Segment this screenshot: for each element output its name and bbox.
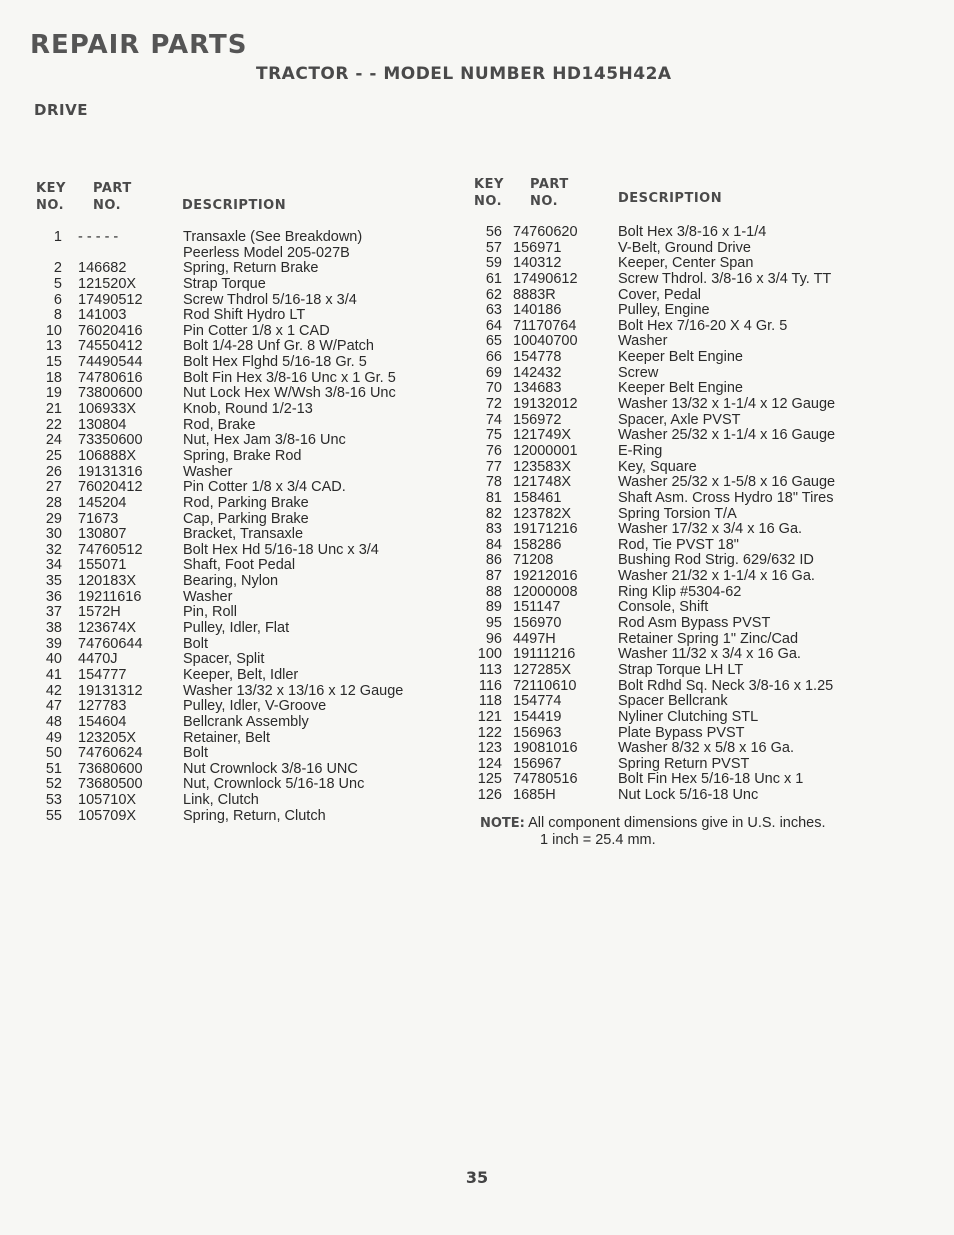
- part-number: - - - - -: [78, 229, 119, 245]
- parts-row: [0, 319, 954, 335]
- right-description-header: DESCRIPTION: [618, 191, 723, 206]
- parts-row: [0, 334, 954, 350]
- key-number: 78: [485, 474, 502, 491]
- part-number: 4470J: [78, 651, 118, 668]
- key-number: 75: [485, 427, 502, 444]
- part-description: Nyliner Clutching STL: [618, 708, 759, 725]
- part-description: V-Belt, Ground Drive: [618, 239, 751, 256]
- part-number: 74760644: [78, 635, 143, 652]
- section-heading: DRIVE: [34, 101, 88, 119]
- parts-row: [0, 741, 954, 757]
- part-description: Rod Asm Bypass PVST: [618, 615, 771, 632]
- part-description: Transaxle (See Breakdown): [183, 229, 363, 245]
- parts-row: [0, 522, 954, 538]
- key-number: 34: [45, 557, 62, 574]
- part-description: Bushing Rod Strig. 629/632 ID: [618, 552, 814, 569]
- parts-row: [0, 288, 954, 304]
- part-description: Plate Bypass PVST: [618, 724, 745, 741]
- key-number: 83: [485, 521, 502, 538]
- part-number: 154604: [78, 713, 127, 730]
- part-description: Pulley, Idler, V-Groove: [183, 698, 327, 715]
- dimensions-note: [480, 815, 900, 848]
- part-header-line1: PART: [530, 177, 569, 192]
- part-description: Pin Cotter 1/8 x 1 CAD: [183, 322, 330, 339]
- key-number: 15: [45, 354, 62, 371]
- part-description: Spring Torsion T/A: [618, 505, 737, 522]
- part-number: 74780616: [78, 369, 143, 386]
- key-number: 50: [45, 745, 62, 762]
- part-description: Knob, Round 1/2-13: [183, 401, 313, 418]
- key-number: 87: [485, 568, 502, 585]
- part-number: 71208: [513, 552, 554, 569]
- part-number: 156967: [513, 755, 562, 772]
- parts-row: [0, 475, 954, 491]
- part-number: 12000001: [513, 442, 578, 459]
- key-number: 57: [485, 239, 502, 256]
- part-number: 146682: [78, 260, 127, 277]
- part-description: Retainer, Belt: [183, 729, 271, 746]
- key-number: 100: [477, 646, 502, 663]
- part-number: 71673: [78, 510, 119, 527]
- part-description: Bolt 1/4-28 Unf Gr. 8 W/Patch: [183, 338, 374, 355]
- key-number: 18: [45, 369, 62, 386]
- part-number: 74760624: [78, 745, 143, 762]
- key-number: 25: [45, 447, 62, 464]
- key-number: 19: [45, 385, 62, 402]
- key-number: 59: [485, 255, 502, 272]
- part-number: 4497H: [513, 630, 556, 647]
- key-number: 126: [477, 787, 502, 804]
- part-description: Washer 25/32 x 1-1/4 x 16 Gauge: [618, 427, 836, 444]
- part-description: Washer 11/32 x 3/4 x 16 Ga.: [618, 646, 801, 663]
- key-number: 81: [485, 489, 502, 506]
- part-number: 1685H: [513, 787, 556, 804]
- part-number: 121748X: [513, 474, 572, 491]
- parts-row: [0, 538, 954, 554]
- part-description: Bolt Fin Hex 5/16-18 Unc x 1: [618, 771, 804, 788]
- part-description: Rod, Brake: [183, 416, 256, 433]
- key-number: 8: [53, 307, 62, 324]
- parts-row: [0, 600, 954, 616]
- parts-row: [0, 679, 954, 695]
- right-parts-list: [0, 225, 954, 804]
- key-number: 96: [485, 630, 502, 647]
- key-number: 37: [45, 604, 62, 621]
- parts-row: [0, 350, 954, 366]
- key-number: 86: [485, 552, 502, 569]
- left-key-no-header: [36, 180, 66, 214]
- key-number: 48: [45, 713, 62, 730]
- part-number: 76020412: [78, 479, 143, 496]
- part-description: E-Ring: [618, 442, 663, 459]
- part-number: 154774: [513, 693, 562, 710]
- key-number: 55: [45, 807, 62, 824]
- part-number: 130807: [78, 526, 127, 543]
- key-number: 66: [485, 349, 502, 366]
- part-number: 105710X: [78, 792, 137, 809]
- note-line1: All component dimensions give in U.S. inches.: [528, 815, 826, 831]
- key-number: 84: [485, 536, 502, 553]
- part-description: Washer: [183, 463, 233, 480]
- part-description: Spacer Bellcrank: [618, 693, 728, 710]
- part-description: Shaft Asm. Cross Hydro 18" Tires: [618, 489, 834, 506]
- key-number: 95: [485, 615, 502, 632]
- parts-row: [0, 694, 954, 710]
- part-number: 19131312: [78, 682, 143, 699]
- part-number: 19132012: [513, 396, 578, 413]
- parts-row: [0, 491, 954, 507]
- part-description: Nut Lock Hex W/Wsh 3/8-16 Unc: [183, 385, 396, 402]
- part-number: 19131316: [78, 463, 143, 480]
- part-description: Bolt: [183, 745, 208, 762]
- key-number: 56: [485, 224, 502, 240]
- part-description: Keeper Belt Engine: [618, 380, 743, 397]
- parts-row: [0, 397, 954, 413]
- part-description: Bolt Hex 7/16-20 X 4 Gr. 5: [618, 317, 788, 334]
- parts-row: [0, 632, 954, 648]
- note-line2: 1 inch = 25.4 mm.: [540, 832, 656, 848]
- part-description: Screw Thdrol. 3/8-16 x 3/4 Ty. TT: [618, 270, 832, 287]
- key-number: 64: [485, 317, 502, 334]
- part-number: 158461: [513, 489, 562, 506]
- part-number: 105709X: [78, 807, 137, 824]
- key-number: 118: [478, 693, 502, 710]
- key-number: 49: [45, 729, 62, 746]
- parts-row: [0, 241, 954, 257]
- part-description: Spring Return PVST: [618, 755, 750, 772]
- part-number: 142432: [513, 364, 562, 381]
- parts-row: [0, 225, 954, 241]
- part-description: Pulley, Idler, Flat: [183, 620, 290, 637]
- model-subtitle: TRACTOR - - MODEL NUMBER HD145H42A: [256, 64, 672, 84]
- part-description: Spring, Return Brake: [183, 260, 319, 277]
- key-number: 116: [478, 677, 502, 694]
- part-description: Rod, Tie PVST 18": [618, 536, 739, 553]
- part-description: Washer 8/32 x 5/8 x 16 Ga.: [618, 740, 794, 757]
- part-description: Nut Crownlock 3/8-16 UNC: [183, 760, 358, 777]
- right-key-no-header: [474, 176, 504, 210]
- key-header-line1: KEY: [474, 177, 504, 192]
- part-description: Washer 25/32 x 1-5/8 x 16 Gauge: [618, 474, 836, 491]
- part-number: 74490544: [78, 354, 143, 371]
- parts-row: [0, 553, 954, 569]
- key-number: 124: [477, 755, 502, 772]
- part-description: Bolt: [183, 635, 208, 652]
- part-description: Bearing, Nylon: [183, 573, 279, 590]
- part-number: 123583X: [513, 458, 572, 475]
- part-number: 73800600: [78, 385, 143, 402]
- key-number: 40: [45, 651, 62, 668]
- part-description: Retainer Spring 1" Zinc/Cad: [618, 630, 799, 647]
- part-number: 106888X: [78, 447, 137, 464]
- part-description: Pulley, Engine: [618, 302, 710, 319]
- part-number: 156963: [513, 724, 562, 741]
- part-description: Bracket, Transaxle: [183, 526, 304, 543]
- parts-row: [0, 366, 954, 382]
- key-number: 13: [45, 338, 62, 355]
- key-number: 38: [45, 620, 62, 637]
- parts-row: [0, 772, 954, 788]
- key-number: 6: [53, 291, 62, 308]
- note-label: NOTE:: [480, 816, 525, 831]
- key-number: 22: [45, 416, 62, 433]
- key-number: 77: [485, 458, 502, 475]
- part-number: 127783: [78, 698, 127, 715]
- parts-row: [0, 303, 954, 319]
- part-number: 12000008: [513, 583, 578, 600]
- parts-row: [0, 444, 954, 460]
- key-header-line2: NO.: [36, 198, 65, 213]
- key-number: 27: [45, 479, 62, 496]
- key-number: 74: [485, 411, 502, 428]
- part-number: 154419: [513, 708, 562, 725]
- part-number: 151147: [513, 599, 561, 616]
- key-number: 51: [45, 760, 62, 777]
- part-number: 156971: [513, 239, 562, 256]
- part-number: 123674X: [78, 620, 137, 637]
- key-number: 121: [477, 708, 502, 725]
- key-number: 29: [45, 510, 62, 527]
- part-number: 73350600: [78, 432, 143, 449]
- parts-row: [0, 710, 954, 726]
- part-number: 123205X: [78, 729, 137, 746]
- part-description: Bolt Hex 3/8-16 x 1-1/4: [618, 224, 767, 240]
- key-number: 82: [485, 505, 502, 522]
- key-number: 52: [45, 776, 62, 793]
- part-description: Strap Torque: [183, 275, 266, 292]
- part-description: Console, Shift: [618, 599, 709, 616]
- part-number: 10040700: [513, 333, 578, 350]
- part-number: 74550412: [78, 338, 143, 355]
- part-number: 130804: [78, 416, 127, 433]
- part-number: 154778: [513, 349, 562, 366]
- part-header-line1: PART: [93, 181, 132, 196]
- key-number: 41: [45, 666, 62, 683]
- key-number: 53: [45, 792, 62, 809]
- part-number: 17490612: [513, 270, 578, 287]
- key-number: 61: [485, 270, 502, 287]
- key-number: 113: [478, 661, 502, 678]
- part-description: Strap Torque LH LT: [618, 661, 744, 678]
- key-number: 1: [53, 229, 62, 245]
- part-description: Screw: [618, 364, 659, 381]
- key-number: 2: [53, 260, 62, 277]
- part-description: Washer 13/32 x 13/16 x 12 Gauge: [183, 682, 404, 699]
- part-description: Bolt Hex Flghd 5/16-18 Gr. 5: [183, 354, 367, 371]
- part-number: 73680600: [78, 760, 143, 777]
- key-number: 63: [485, 302, 502, 319]
- part-number: 156972: [513, 411, 562, 428]
- key-number: 125: [477, 771, 502, 788]
- part-description: Washer 21/32 x 1-1/4 x 16 Ga.: [618, 568, 815, 585]
- parts-row: [0, 428, 954, 444]
- key-number: 42: [45, 682, 62, 699]
- part-header-line2: NO.: [530, 194, 559, 209]
- parts-row: [0, 381, 954, 397]
- part-number: 158286: [513, 536, 562, 553]
- part-number: 74780516: [513, 771, 578, 788]
- page-number: 35: [465, 1168, 489, 1187]
- part-number: 141003: [78, 307, 127, 324]
- part-description: Rod Shift Hydro LT: [183, 307, 306, 324]
- key-number: 28: [45, 494, 62, 511]
- key-number: 69: [485, 364, 502, 381]
- key-number: 10: [45, 322, 62, 339]
- part-number: 73680500: [78, 776, 143, 793]
- part-description: Spring, Return, Clutch: [183, 807, 326, 824]
- parts-row: [0, 272, 954, 288]
- part-number: 74760620: [513, 224, 578, 240]
- part-number: 134683: [513, 380, 562, 397]
- parts-row: [0, 460, 954, 476]
- part-description: Spacer, Axle PVST: [618, 411, 741, 428]
- part-description: Bellcrank Assembly: [183, 713, 309, 730]
- parts-row: [0, 809, 470, 825]
- parts-row: [0, 647, 954, 663]
- part-number: 8883R: [513, 286, 556, 303]
- part-description: Peerless Model 205-027B: [183, 244, 350, 261]
- parts-row: [0, 788, 954, 804]
- part-description: Pin Cotter 1/8 x 3/4 CAD.: [183, 479, 346, 496]
- key-number: 21: [45, 401, 62, 418]
- parts-row: [0, 726, 954, 742]
- key-number: 65: [485, 333, 502, 350]
- part-header-line2: NO.: [93, 198, 122, 213]
- parts-row: [0, 569, 954, 585]
- part-number: 74760512: [78, 541, 143, 558]
- part-description: Pin, Roll: [183, 604, 237, 621]
- page-title: REPAIR PARTS: [30, 30, 248, 60]
- key-number: 47: [45, 698, 62, 715]
- key-number: 30: [45, 526, 62, 543]
- part-description: Washer: [183, 588, 233, 605]
- part-number: 17490512: [78, 291, 143, 308]
- parts-row: [0, 616, 954, 632]
- part-number: 1572H: [78, 604, 121, 621]
- key-number: 122: [477, 724, 502, 741]
- part-description: Ring Klip #5304-62: [618, 583, 742, 600]
- key-number: 72: [485, 396, 502, 413]
- part-number: 19081016: [513, 740, 578, 757]
- parts-row: [0, 256, 954, 272]
- key-number: 89: [485, 599, 502, 616]
- part-number: 19211616: [78, 588, 142, 605]
- parts-row: [0, 757, 954, 773]
- part-description: Cap, Parking Brake: [183, 510, 309, 527]
- part-description: Nut, Hex Jam 3/8-16 Unc: [183, 432, 346, 449]
- part-number: 120183X: [78, 573, 137, 590]
- part-number: 156970: [513, 615, 562, 632]
- part-description: Keeper, Belt, Idler: [183, 666, 299, 683]
- part-number: 154777: [78, 666, 127, 683]
- part-number: 72110610: [513, 677, 577, 694]
- key-number: 62: [485, 286, 502, 303]
- parts-row: [0, 585, 954, 601]
- part-description: Nut Lock 5/16-18 Unc: [618, 787, 759, 804]
- part-description: Key, Square: [618, 458, 697, 475]
- part-number: 123782X: [513, 505, 572, 522]
- key-number: 39: [45, 635, 62, 652]
- part-number: 121520X: [78, 275, 137, 292]
- part-description: Washer: [618, 333, 668, 350]
- key-number: 35: [45, 573, 62, 590]
- key-number: 70: [485, 380, 502, 397]
- part-number: 140312: [513, 255, 562, 272]
- part-description: Washer 13/32 x 1-1/4 x 12 Gauge: [618, 396, 836, 413]
- part-description: Screw Thdrol 5/16-18 x 3/4: [183, 291, 357, 308]
- part-number: 19171216: [513, 521, 578, 538]
- part-number: 121749X: [513, 427, 572, 444]
- key-number: 76: [485, 442, 502, 459]
- part-description: Bolt Fin Hex 3/8-16 Unc x 1 Gr. 5: [183, 369, 396, 386]
- part-description: Rod, Parking Brake: [183, 494, 309, 511]
- part-description: Spring, Brake Rod: [183, 447, 302, 464]
- part-number: 127285X: [513, 661, 572, 678]
- parts-row: [0, 413, 954, 429]
- parts-row: [0, 507, 954, 523]
- part-description: Shaft, Foot Pedal: [183, 557, 296, 574]
- key-number: 24: [45, 432, 62, 449]
- part-number: 145204: [78, 494, 127, 511]
- key-number: 26: [45, 463, 62, 480]
- left-part-no-header: [93, 180, 132, 214]
- part-number: 19212016: [513, 568, 578, 585]
- left-description-header: DESCRIPTION: [182, 198, 287, 213]
- key-number: 123: [477, 740, 502, 757]
- part-number: 71170764: [513, 317, 577, 334]
- key-header-line1: KEY: [36, 181, 66, 196]
- key-number: 5: [53, 275, 62, 292]
- part-number: 19111216: [513, 646, 576, 663]
- part-number: 155071: [78, 557, 127, 574]
- part-description: Cover, Pedal: [618, 286, 702, 303]
- part-number: 76020416: [78, 322, 143, 339]
- part-number: 106933X: [78, 401, 137, 418]
- part-description: Link, Clutch: [183, 792, 259, 809]
- key-header-line2: NO.: [474, 194, 503, 209]
- key-number: 36: [45, 588, 62, 605]
- right-part-no-header: [530, 176, 569, 210]
- key-number: 88: [485, 583, 502, 600]
- part-description: Keeper, Center Span: [618, 255, 754, 272]
- part-description: Bolt Hex Hd 5/16-18 Unc x 3/4: [183, 541, 379, 558]
- key-number: 32: [45, 541, 62, 558]
- part-number: 140186: [513, 302, 562, 319]
- part-description: Washer 17/32 x 3/4 x 16 Ga.: [618, 521, 803, 538]
- part-description: Bolt Rdhd Sq. Neck 3/8-16 x 1.25: [618, 677, 834, 694]
- part-description: Spacer, Split: [183, 651, 265, 668]
- parts-row: [0, 663, 954, 679]
- part-description: Nut, Crownlock 5/16-18 Unc: [183, 776, 365, 793]
- part-description: Keeper Belt Engine: [618, 349, 743, 366]
